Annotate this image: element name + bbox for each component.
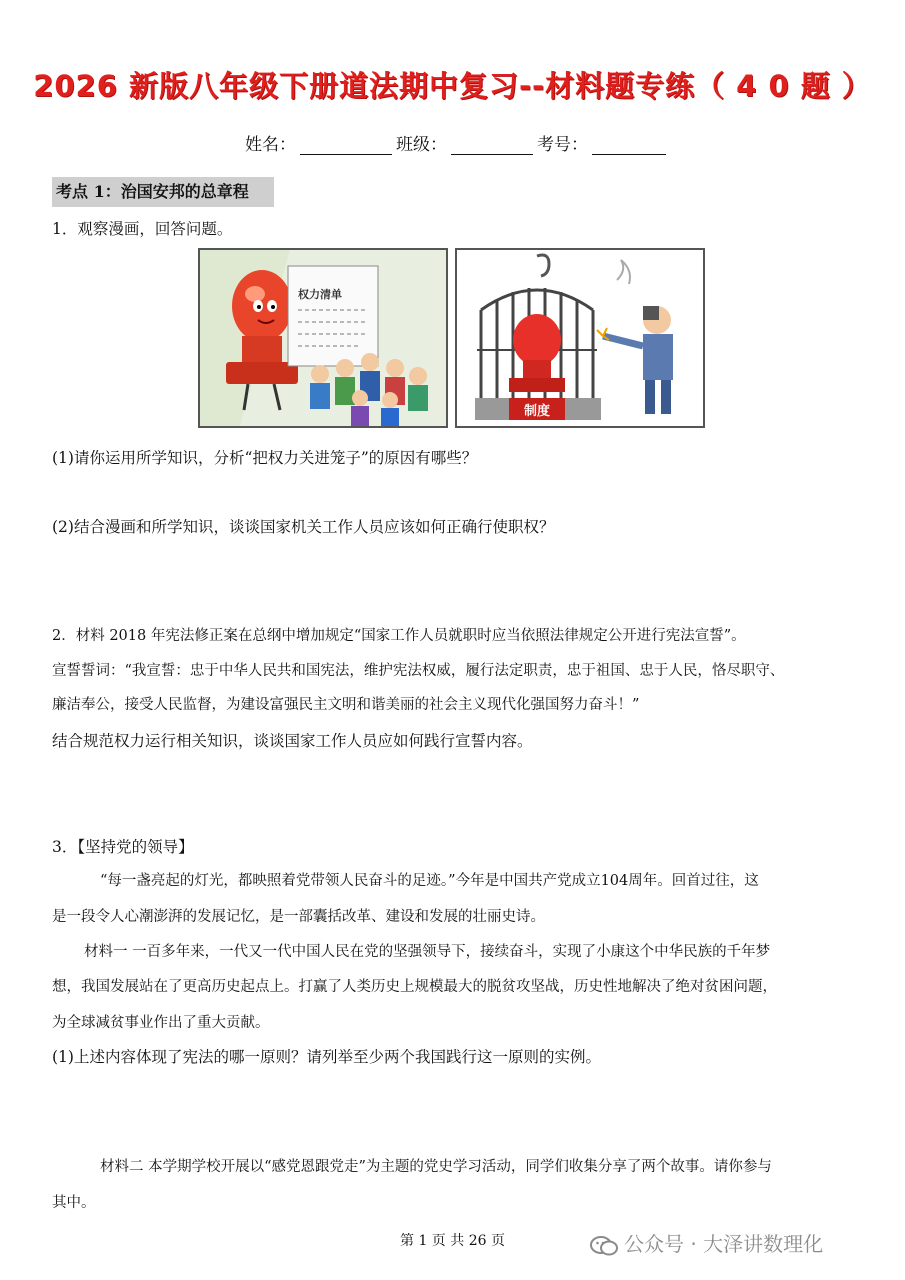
question-2-line-1: 2．材料 2018 年宪法修正案在总纲中增加规定“国家工作人员就职时应当依照法律规定公开进行宪法宣誓”。 <box>52 628 746 644</box>
number-label: 考号： <box>537 135 588 155</box>
question-3-heading: 3．【坚持党的领导】 <box>52 838 194 856</box>
cartoon-power-list-image <box>200 250 446 426</box>
cartoon-institution-cage-image <box>457 250 703 426</box>
cartoon-power-list-text: 权力清单 <box>298 288 342 301</box>
class-label: 班级： <box>396 135 447 155</box>
question-3-para-line-1: “每一盏亮起的灯光，都映照着党带领人民奋斗的足迹。”今年是中国共产党成立104周年。回首过往，这 <box>100 873 759 889</box>
question-1-sub-1: (1)请你运用所学知识，分析“把权力关进笼子”的原因有哪些？ <box>52 449 478 467</box>
question-2-line-3: 廉洁奉公，接受人民监督，为建设富强民主文明和谐美丽的社会主义现代化强国努力奋斗！” <box>52 697 640 713</box>
student-info-line <box>245 130 670 155</box>
cartoon-power-list <box>198 248 448 428</box>
watermark <box>590 1228 823 1257</box>
watermark-text: 公众号 · 大泽讲数理化 <box>624 1232 824 1256</box>
question-1-stem: 1．观察漫画，回答问题。 <box>52 220 233 238</box>
number-blank <box>592 138 666 155</box>
wechat-icon <box>590 1235 618 1257</box>
document-title: 2026 新版八年级下册道法期中复习--材料题专练（ 4 0 题 ） <box>33 69 872 103</box>
question-1-sub-2: (2)结合漫画和所学知识，谈谈国家机关工作人员应该如何正确行使职权？ <box>52 518 555 536</box>
question-2-line-2: 宣誓誓词：“我宣誓：忠于中华人民共和国宪法，维护宪法权威，履行法定职责，忠于祖国、忠于人民，恪尽职守、 <box>52 663 785 679</box>
question-3-material-2-line-1: 材料二 本学期学校开展以“感党恩跟党走”为主题的党史学习活动，同学们收集分享了两个故事。请你参与 <box>100 1159 772 1175</box>
cartoon-institution-cage <box>455 248 705 428</box>
page-footer: 第 1 页 共 26 页 <box>400 1233 505 1249</box>
question-3-material-2-line-2: 其中。 <box>52 1195 96 1211</box>
cartoon-institution-text: 制度 <box>523 404 551 419</box>
question-3-para-line-2: 是一段令人心潮澎湃的发展记忆，是一部囊括改革、建设和发展的壮丽史诗。 <box>52 909 545 925</box>
section-heading: 考点 1：治国安邦的总章程 <box>52 177 274 207</box>
question-3-material-1-line-3: 为全球减贫事业作出了重大贡献。 <box>52 1015 270 1031</box>
name-blank <box>300 138 392 155</box>
question-3-sub-1: (1)上述内容体现了宪法的哪一原则？请列举至少两个我国践行这一原则的实例。 <box>52 1048 601 1066</box>
question-3-material-1-line-2: 想，我国发展站在了更高历史起点上。打赢了人类历史上规模最大的脱贫攻坚战，历史性地解决了绝对贫困问题， <box>52 979 777 995</box>
question-2-line-4: 结合规范权力运行相关知识，谈谈国家工作人员应如何践行宣誓内容。 <box>52 732 533 750</box>
class-blank <box>451 138 533 155</box>
name-label: 姓名： <box>245 135 296 155</box>
question-3-material-1-line-1: 材料一 一百多年来，一代又一代中国人民在党的坚强领导下，接续奋斗，实现了小康这个中华民族的千年梦 <box>84 944 771 960</box>
